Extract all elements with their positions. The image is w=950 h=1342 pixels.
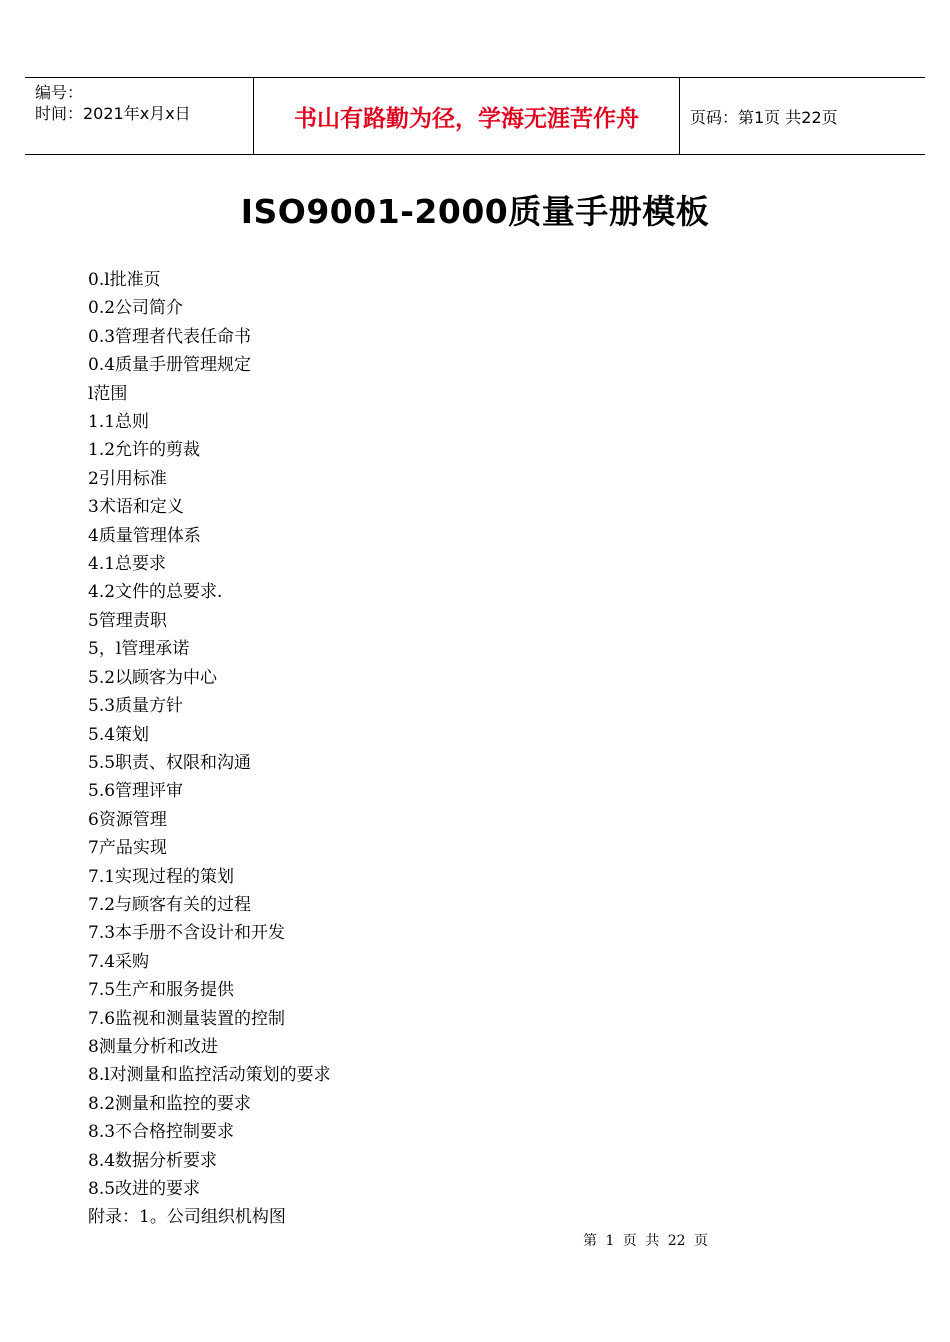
header-table: [25, 77, 925, 155]
toc-item: 2引用标准: [88, 468, 167, 489]
toc-item: 1.1总则: [88, 412, 150, 433]
toc-item: 5.4策划: [88, 724, 150, 745]
toc-item: 4.1总要求: [88, 554, 167, 575]
document-title: ISO9001-2000质量手册模板: [240, 192, 710, 231]
toc-item: 5.5职责、权限和沟通: [88, 752, 252, 773]
toc-item: 0.3管理者代表任命书: [88, 326, 252, 347]
toc-item: 8.l对测量和监控活动策划的要求: [88, 1065, 331, 1086]
toc-item: 1.2允许的剪裁: [88, 440, 201, 461]
toc-item: 0.l批准页: [88, 270, 161, 290]
table-of-contents: [88, 266, 331, 1232]
header-meta-cell: [25, 78, 254, 154]
toc-item: 5管理责职: [88, 610, 167, 631]
toc-item: 8测量分析和改进: [88, 1036, 218, 1057]
toc-item: 7.3本手册不含设计和开发: [88, 923, 286, 944]
toc-item: 5.3质量方针: [88, 696, 184, 717]
toc-item: 0.4质量手册管理规定: [88, 355, 252, 376]
toc-item: 0.2公司简介: [88, 298, 184, 319]
header-motto-cell: [254, 78, 680, 154]
toc-item: 6资源管理: [88, 809, 167, 830]
toc-item: 7.2与顾客有关的过程: [88, 894, 252, 915]
toc-item: 8.3不合格控制要求: [88, 1122, 235, 1143]
toc-item: 8.5改进的要求: [88, 1179, 201, 1199]
toc-item: 7.5生产和服务提供: [88, 980, 235, 1001]
toc-item: l范围: [88, 383, 128, 404]
toc-item: 5.2以顾客为中心: [88, 667, 218, 688]
toc-item: 7.1实现过程的策划: [88, 866, 235, 887]
toc-item: 7.4采购: [88, 951, 150, 972]
document-number-label: 编号：: [35, 83, 84, 102]
motto-text: 书山有路勤为径，学海无涯苦作舟: [294, 105, 639, 132]
toc-item: 附录：1。公司组织机构图: [88, 1207, 286, 1228]
footer-page-indicator: 第 1 页 共 22 页: [583, 1233, 708, 1249]
page-code-text: 页码：第1页 共22页: [690, 107, 838, 127]
toc-item: 3术语和定义: [88, 497, 184, 518]
toc-item: 5，l管理承诺: [88, 639, 190, 660]
header-page-cell: [680, 78, 925, 154]
toc-item: 7产品实现: [88, 838, 167, 859]
toc-item: 5.6管理评审: [88, 781, 184, 802]
toc-item: 7.6监视和测量装置的控制: [88, 1008, 286, 1029]
toc-item: 4.2文件的总要求.: [88, 582, 223, 603]
toc-item: 8.2测量和监控的要求: [88, 1093, 252, 1114]
toc-item: 4质量管理体系: [88, 525, 201, 546]
document-time-label: 时间：2021年x月x日: [35, 104, 191, 123]
toc-item: 8.4数据分析要求: [88, 1150, 218, 1171]
